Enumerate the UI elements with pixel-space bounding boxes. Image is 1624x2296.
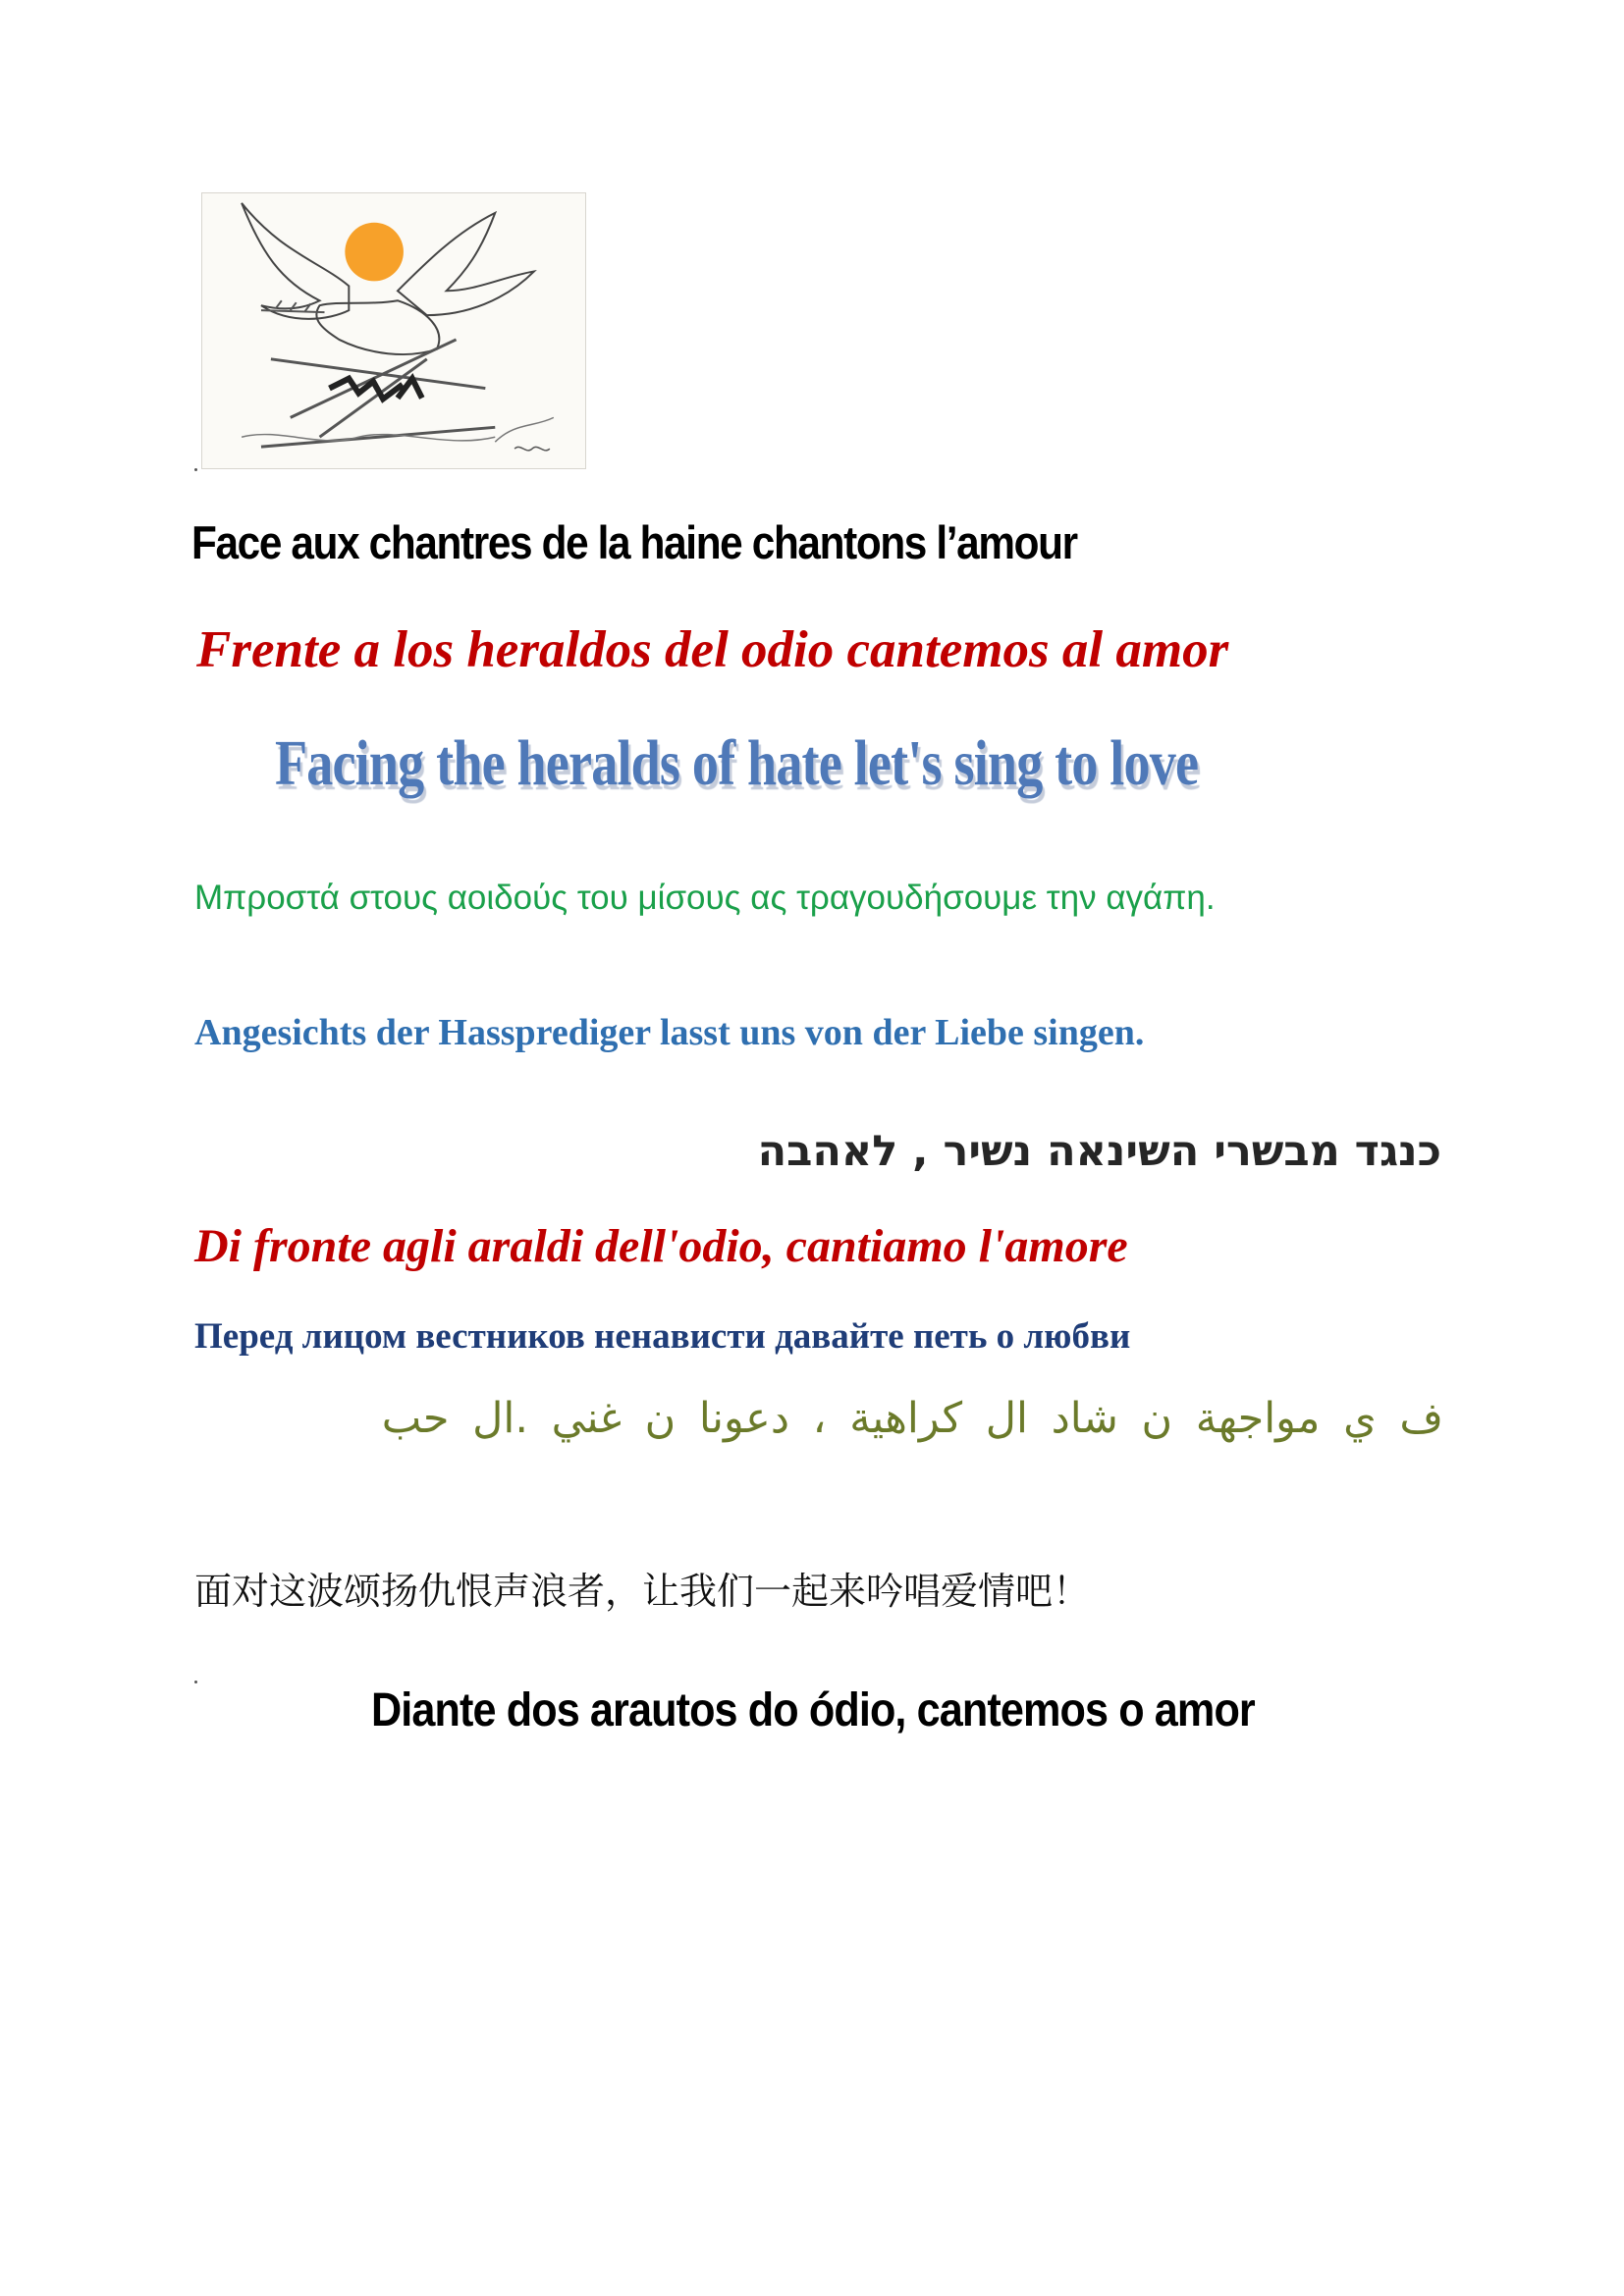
hebrew-line: כנגד מבשרי השינאה נשיר , לאהבה	[757, 1127, 1441, 1176]
english-line: Facing the heralds of hate let's sing to love	[275, 727, 1199, 799]
peace-dove-icon	[202, 193, 585, 468]
russian-line: Перед лицом вестников ненависти давайте петь о любви	[194, 1316, 1131, 1357]
italian-line: Di fronte agli araldi dell'odio, cantiamo l'amore	[194, 1220, 1128, 1272]
dot-marker	[194, 468, 197, 471]
portuguese-line: Diante dos arautos do ódio, cantemos o amor	[371, 1684, 1255, 1736]
dove-wing-left	[242, 203, 349, 319]
german-line: Angesichts der Hassprediger lasst uns von der Liebe singen.	[194, 1012, 1145, 1053]
arabic-line: ف ي مواجهة ن شاد ال كراهية ، دعونا ن غني .ال حب	[381, 1394, 1443, 1443]
spanish-line: Frente a los heraldos del odio cantemos al amor	[196, 621, 1229, 678]
artist-signature	[514, 447, 550, 450]
dot-marker	[194, 1681, 197, 1683]
sun-icon	[345, 223, 404, 282]
peace-dove-illustration	[201, 192, 586, 469]
greek-line: Μπροστά στους αοιδούς του μίσους ας τραγουδήσουμε την αγάπη.	[194, 879, 1216, 917]
ground-lines	[242, 417, 554, 442]
chinese-line: 面对这波颂扬仇恨声浪者，让我们一起来吟唱爱情吧！	[194, 1570, 1091, 1613]
dove-body	[316, 300, 439, 354]
dove-wing-right	[398, 213, 534, 315]
french-line: Face aux chantres de la haine chantons l’amour	[191, 516, 1077, 568]
